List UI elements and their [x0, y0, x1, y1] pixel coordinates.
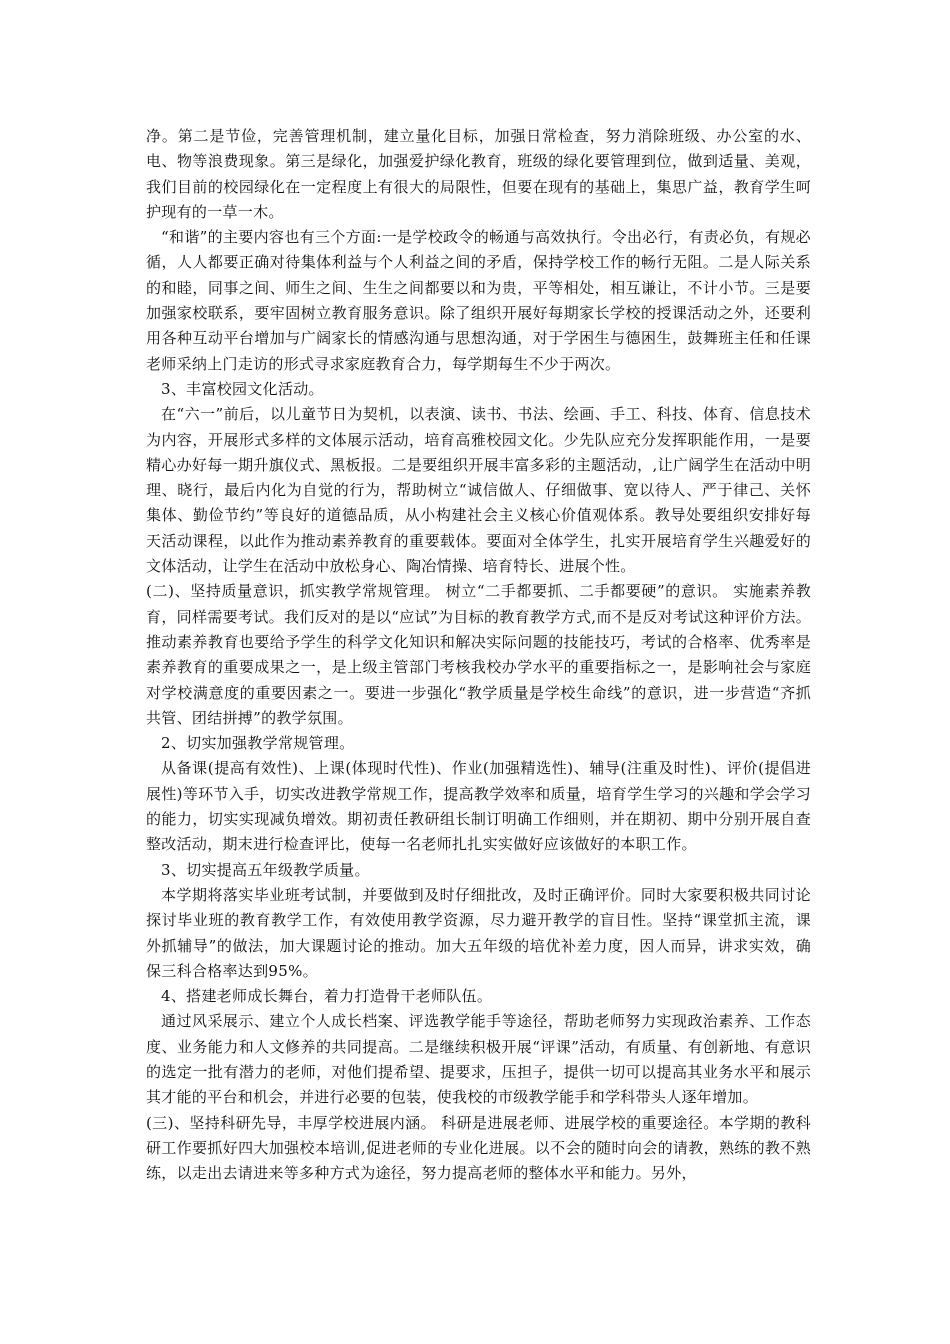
paragraph: (三)、坚持科研先导，丰厚学校进展内涵。 科研是进展老师、进展学校的重要途径。本学期的教科研工作要抓好四大加强校本培训,促进老师的专业化进展。以不会的随时向会的请教，熟练的教不熟练，以走出去请进来等多种方式为途径，努力提高老师的整体水平和能力。另外， — [146, 1113, 811, 1183]
section-heading: 2、切实加强教学常规管理。 — [161, 734, 355, 753]
section-heading: 3、丰富校园文化活动。 — [161, 379, 324, 398]
paragraph: (二)、坚持质量意识，抓实教学常规管理。 树立“二手都要抓、二手都要硬”的意识。 实施素养教育，同样需要考试。我们反对的是以“应试”为目标的教育教学方式,而不是反对考试这种评价方法。推动素养教育也要给予学生的科学文化知识和解决实际问题的技能技巧，考试的合格率、优秀率是素养教育的重要成果之一，是上级主管部门考核我校办学水平的重要指标之一，是影响社会与家庭对学校满意度的重要因素之一。要进一步强化“教学质量是学校生命线”的意识，进一步营造“齐抓共管、团结拼搏”的教学氛围。 — [146, 582, 811, 727]
paragraph: 净。第二是节俭，完善管理机制，建立量化目标，加强日常检查，努力消除班级、办公室的水、电、物等浪费现象。第三是绿化，加强爱护绿化教育，班级的绿化要管理到位，做到适量、美观，我们目前的校园绿化在一定程度上有很大的局限性，但要在现有的基础上，集思广益，教育学生呵护现有的一草一木。 — [146, 127, 811, 221]
section-heading: 4、搭建老师成长舞台，着力打造骨干老师队伍。 — [161, 987, 493, 1006]
paragraph: 从备课(提高有效性)、上课(体现时代性)、作业(加强精选性)、辅导(注重及时性)、评价(提倡进展性)等环节入手，切实改进教学常规工作，提高教学效率和质量，培育学生学习的兴趣和学会学习的能力，切实实现减负增效。期初责任教研组长制订明确工作细则，并在期初、期中分别开展自查整改活动，期末进行检查评比，使每一名老师扎扎实实做好应该做好的本职工作。 — [146, 759, 811, 854]
paragraph: 通过风采展示、建立个人成长档案、评选教学能手等途径，帮助老师努力实现政治素养、工作态度、业务能力和人文修养的共同提高。二是继续积极开展“评课”活动，有质量、有创新地、有意识的选定一批有潜力的老师，对他们提希望、提要求，压担子，提供一切可以提高其业务水平和展示其才能的平台和机会，并进行必要的包装，使我校的市级教学能手和学科带头人逐年增加。 — [146, 1012, 811, 1107]
section-heading: 3、切实提高五年级教学质量。 — [161, 860, 370, 879]
paragraph: 在“六一”前后，以儿童节日为契机，以表演、读书、书法、绘画、手工、科技、体育、信息技术为内容，开展形式多样的文体展示活动，培育高雅校园文化。少先队应充分发挥职能作用，一是要精心办好每一期升旗仪式、黑板报。二是要组织开展丰富多彩的主题活动，,让广阔学生在活动中明理、晓行，最后内化为自觉的行为，帮助树立“诚信做人、仔细做事、宽以待人、严于律己、关怀集体、勤俭节约”等良好的道德品质，从小构建社会主义核心价值观体系。教导处要组织安排好每天活动课程，以此作为推动素养教育的重要载体。要面对全体学生，扎实开展培育学生兴趣爱好的文体活动，让学生在活动中放松身心、陶冶情操、培育特长、进展个性。 — [146, 405, 811, 576]
document-body — [146, 124, 811, 1186]
paragraph: 本学期将落实毕业班考试制，并要做到及时仔细批改，及时正确评价。同时大家要积极共同讨论探讨毕业班的教育教学工作，有效使用教学资源，尽力避开教学的盲目性。坚持“课堂抓主流，课外抓辅导”的做法，加大课题讨论的推动。加大五年级的培优补差力度，因人而异，讲求实效，确保三科合格率达到95%。 — [146, 885, 811, 980]
paragraph: “和谐”的主要内容也有三个方面:一是学校政令的畅通与高效执行。令出必行，有责必负，有规必循，人人都要正确对待集体利益与个人利益之间的矛盾，保持学校工作的畅行无阻。二是人际关系的和睦，同事之间、师生之间、生生之间都要以和为贵，平等相处，相互谦让，不计小节。三是要加强家校联系，要牢固树立教育服务意识。除了组织开展好每期家长学校的授课活动之外，还要利用各种互动平台增加与广阔家长的情感沟通与思想沟通，对于学困生与德困生，鼓舞班主任和任课老师采纳上门走访的形式寻求家庭教育合力，每学期每生不少于两次。 — [146, 228, 811, 373]
